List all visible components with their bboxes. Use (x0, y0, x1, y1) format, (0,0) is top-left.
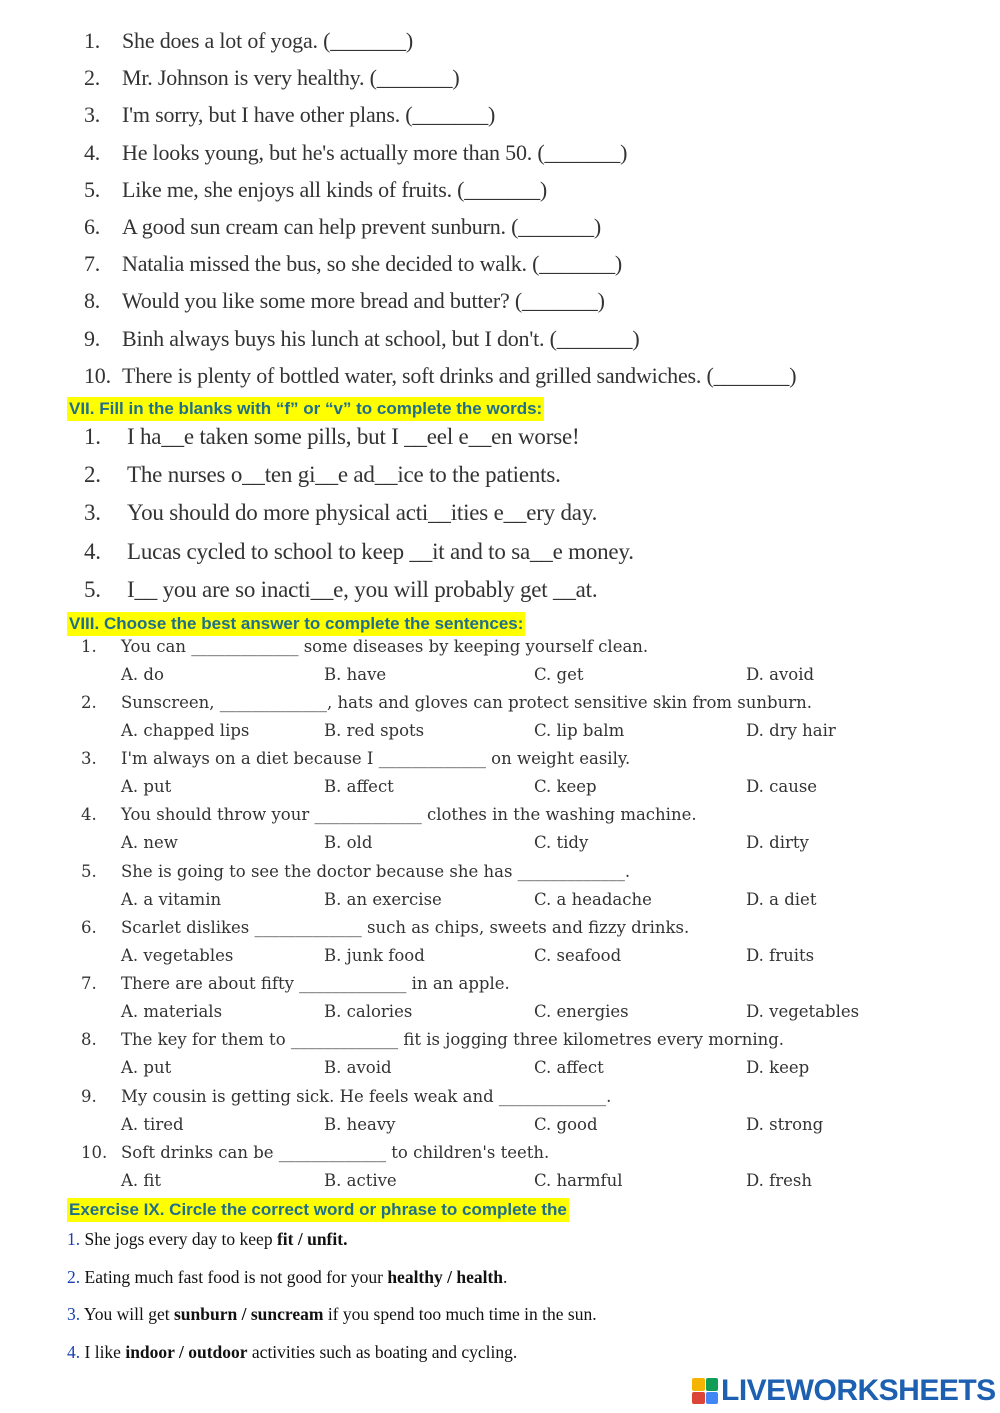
item-number: 4. (84, 539, 101, 564)
item-text: He looks young, but he's actually more than 50. (_______) (122, 140, 628, 165)
item-number: 6. (84, 214, 101, 239)
item-number: 1. (84, 424, 101, 449)
option-c[interactable]: C. seafood (534, 946, 622, 965)
item-number: 2. (84, 65, 101, 90)
choice-options[interactable]: fit / unfit. (276, 1229, 348, 1249)
question-stem: My cousin is getting sick. He feels weak and _____________. (121, 1087, 612, 1106)
item-number: 1. (67, 1229, 81, 1249)
item-text: I'm sorry, but I have other plans. (_______) (122, 102, 496, 127)
logo-square (706, 1378, 719, 1391)
item-number: 7. (84, 251, 101, 276)
logo-square (692, 1392, 705, 1405)
section-8-heading: VIII. Choose the best answer to complete the sentences: (67, 612, 525, 636)
question-number: 3. (81, 749, 97, 768)
option-c[interactable]: C. a headache (534, 890, 652, 909)
option-b[interactable]: B. an exercise (324, 890, 442, 909)
option-a[interactable]: A. tired (121, 1115, 184, 1134)
item-number: 3. (84, 102, 101, 127)
option-a[interactable]: A. materials (121, 1002, 223, 1021)
choice-options[interactable]: sunburn / suncream (173, 1304, 324, 1324)
option-c[interactable]: C. keep (534, 777, 597, 796)
item-number: 9. (84, 326, 101, 351)
option-c[interactable]: C. tidy (534, 833, 589, 852)
question-number: 10. (81, 1143, 108, 1162)
logo-square (706, 1392, 719, 1405)
option-a[interactable]: A. do (121, 665, 164, 684)
item-text: Like me, she enjoys all kinds of fruits. (_______) (122, 177, 548, 202)
option-d[interactable]: D. vegetables (746, 1002, 860, 1021)
item-text: I ha__e taken some pills, but I __eel e__en worse! (127, 424, 580, 449)
option-d[interactable]: D. cause (746, 777, 818, 796)
item-text: Mr. Johnson is very healthy. (_______) (122, 65, 460, 90)
option-b[interactable]: B. affect (324, 777, 394, 796)
option-a[interactable]: A. a vitamin (121, 890, 222, 909)
question-number: 4. (81, 805, 97, 824)
option-d[interactable]: D. dirty (746, 833, 809, 852)
option-b[interactable]: B. have (324, 665, 387, 684)
item-text: Lucas cycled to school to keep __it and to sa__e money. (127, 539, 634, 564)
choice-options[interactable]: healthy / health (387, 1267, 504, 1287)
item-number: 10. (84, 363, 111, 388)
question-stem: You can _____________ some diseases by keeping yourself clean. (121, 637, 649, 656)
question-stem: Soft drinks can be _____________ to children's teeth. (121, 1143, 550, 1162)
logo-square (692, 1378, 705, 1391)
option-a[interactable]: A. put (121, 777, 172, 796)
option-b[interactable]: B. active (324, 1171, 397, 1190)
option-b[interactable]: B. junk food (324, 946, 425, 965)
item-text: You should do more physical acti__ities e__ery day. (127, 500, 598, 525)
choice-options[interactable]: indoor / outdoor (125, 1342, 248, 1362)
item-text: The nurses o__ten gi__e ad__ice to the patients. (127, 462, 561, 487)
option-b[interactable]: B. red spots (324, 721, 425, 740)
item-text: A good sun cream can help prevent sunburn. (_______) (122, 214, 601, 239)
item-text: There is plenty of bottled water, soft drinks and grilled sandwiches. (_______) (122, 363, 797, 388)
item-text: I__ you are so inacti__e, you will probably get __at. (127, 577, 598, 602)
option-c[interactable]: C. harmful (534, 1171, 623, 1190)
question-stem: The key for them to _____________ fit is jogging three kilometres every morning. (121, 1030, 785, 1049)
item-text: Natalia missed the bus, so she decided to walk. (_______) (122, 251, 622, 276)
option-d[interactable]: D. keep (746, 1058, 810, 1077)
option-a[interactable]: A. new (121, 833, 178, 852)
item-text: Binh always buys his lunch at school, but I don't. (_______) (122, 326, 640, 351)
item-text: She jogs every day to keep (84, 1229, 277, 1249)
item-number: 4. (84, 140, 101, 165)
question-stem: I'm always on a diet because I _____________ on weight easily. (121, 749, 631, 768)
option-c[interactable]: C. energies (534, 1002, 629, 1021)
question-number: 6. (81, 918, 97, 937)
question-stem: There are about fifty _____________ in an apple. (121, 974, 510, 993)
item-text: I like (84, 1342, 126, 1362)
question-number: 5. (81, 862, 97, 881)
section-7-heading: VII. Fill in the blanks with “f” or “v” to complete the words: (67, 397, 544, 421)
question-stem: Scarlet dislikes _____________ such as chips, sweets and fizzy drinks. (121, 918, 690, 937)
option-c[interactable]: C. get (534, 665, 584, 684)
item-number: 2. (84, 462, 101, 487)
list-item (67, 1342, 517, 1363)
question-number: 1. (81, 637, 97, 656)
option-a[interactable]: A. chapped lips (121, 721, 250, 740)
option-a[interactable]: A. fit (121, 1171, 162, 1190)
section-9-heading: Exercise IX. Circle the correct word or phrase to complete the (67, 1198, 569, 1222)
logo-text: LIVEWORKSHEETS (721, 1374, 996, 1407)
item-number: 3. (84, 500, 101, 525)
item-text-end: activities such as boating and cycling. (247, 1342, 518, 1362)
question-stem: You should throw your _____________ clothes in the washing machine. (121, 805, 697, 824)
option-d[interactable]: D. fresh (746, 1171, 812, 1190)
option-d[interactable]: D. dry hair (746, 721, 836, 740)
item-text: Eating much fast food is not good for your (84, 1267, 388, 1287)
question-number: 7. (81, 974, 97, 993)
liveworksheets-logo (692, 1374, 996, 1408)
question-number: 2. (81, 693, 97, 712)
question-stem: Sunscreen, _____________, hats and gloves can protect sensitive skin from sunburn. (121, 693, 812, 712)
list-item (67, 1267, 507, 1288)
list-item (67, 1229, 347, 1250)
option-d[interactable]: D. strong (746, 1115, 824, 1134)
item-number: 8. (84, 288, 101, 313)
item-number: 5. (84, 177, 101, 202)
item-text-end: . (503, 1267, 508, 1287)
logo-grid-icon (692, 1378, 718, 1404)
item-number: 4. (67, 1342, 81, 1362)
option-b[interactable]: B. old (324, 833, 373, 852)
list-item (67, 1304, 597, 1325)
option-b[interactable]: B. heavy (324, 1115, 396, 1134)
option-b[interactable]: B. avoid (324, 1058, 392, 1077)
option-d[interactable]: D. fruits (746, 946, 815, 965)
item-text-end: if you spend too much time in the sun. (323, 1304, 597, 1324)
question-number: 8. (81, 1030, 97, 1049)
option-c[interactable]: C. lip balm (534, 721, 625, 740)
option-d[interactable]: D. avoid (746, 665, 815, 684)
item-number: 3. (67, 1304, 81, 1324)
option-c[interactable]: C. affect (534, 1058, 604, 1077)
question-stem: She is going to see the doctor because she has _____________. (121, 862, 631, 881)
option-b[interactable]: B. calories (324, 1002, 413, 1021)
option-a[interactable]: A. put (121, 1058, 172, 1077)
question-number: 9. (81, 1087, 97, 1106)
item-text: She does a lot of yoga. (_______) (122, 28, 413, 53)
item-number: 5. (84, 577, 101, 602)
item-text: Would you like some more bread and butter? (_______) (122, 288, 605, 313)
item-text: You will get (83, 1304, 174, 1324)
option-d[interactable]: D. a diet (746, 890, 817, 909)
option-a[interactable]: A. vegetables (121, 946, 234, 965)
item-number: 2. (67, 1267, 81, 1287)
item-number: 1. (84, 28, 101, 53)
option-c[interactable]: C. good (534, 1115, 598, 1134)
